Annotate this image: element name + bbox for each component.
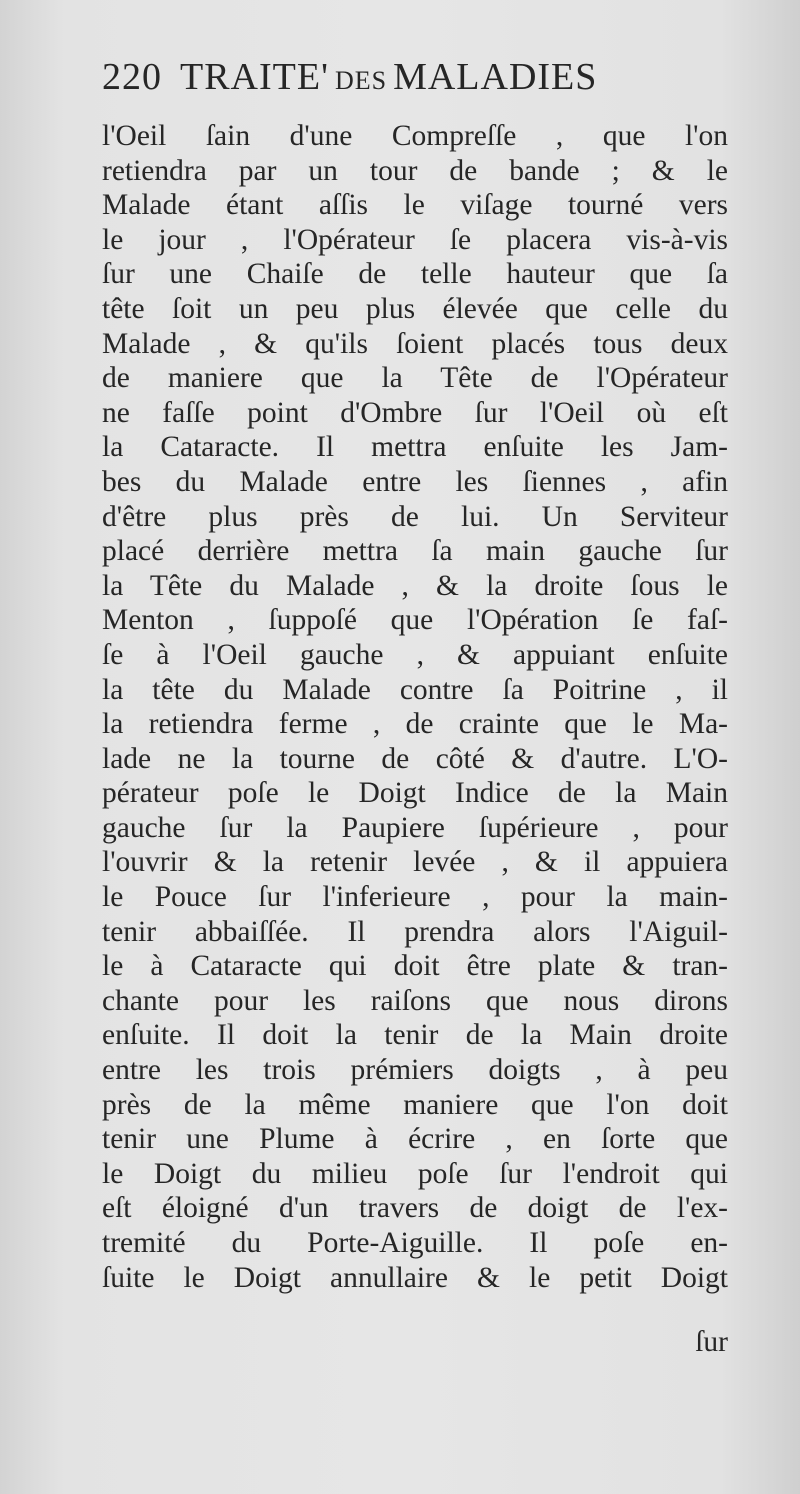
text-line: Malade étant aſſis le viſage tourné vers bbox=[102, 189, 728, 222]
text-line: la Tête du Malade , & la droite ſous le bbox=[102, 569, 728, 602]
body-text bbox=[102, 119, 728, 1295]
text-line: Menton , ſuppoſé que l'Opération ſe faſ- bbox=[102, 604, 728, 637]
text-line: l'Oeil ſain d'une Compreſſe , que l'on bbox=[102, 120, 728, 152]
text-line: la retiendra ferme , de crainte que le Ma- bbox=[102, 708, 728, 741]
running-title-maladies: MALADIES bbox=[393, 56, 598, 98]
running-title-des: DES bbox=[334, 66, 388, 95]
text-line: tenir une Plume à écrire , en ſorte que bbox=[102, 1123, 728, 1156]
text-line: lade ne la tourne de côté & d'autre. L'O- bbox=[102, 742, 728, 775]
text-line: ſuite le Doigt annullaire & le petit Doigt bbox=[102, 1261, 728, 1294]
text-line: retiendra par un tour de bande ; & le bbox=[102, 154, 728, 187]
text-line: de maniere que la Tête de l'Opérateur bbox=[102, 362, 728, 395]
text-line: ſur une Chaiſe de telle hauteur que ſa bbox=[102, 258, 728, 291]
text-line: Malade , & qu'ils ſoient placés tous deux bbox=[102, 327, 728, 360]
text-line: la Cataracte. Il mettra enſuite les Jam- bbox=[102, 431, 728, 464]
text-line: la tête du Malade contre ſa Poitrine , il bbox=[102, 673, 728, 706]
text-line: d'être plus près de lui. Un Serviteur bbox=[102, 500, 728, 533]
text-line: ſe à l'Oeil gauche , & appuiant enſuite bbox=[102, 638, 728, 671]
text-line: bes du Malade entre les ſiennes , afin bbox=[102, 465, 728, 498]
text-line: ne faſſe point d'Ombre ſur l'Oeil où eſt bbox=[102, 396, 728, 429]
running-title-traite: TRAITE' bbox=[180, 56, 329, 98]
text-line: le jour , l'Opérateur ſe placera vis-à-vis bbox=[102, 223, 728, 256]
text-line: près de la même maniere que l'on doit bbox=[102, 1088, 728, 1121]
text-line: placé derrière mettra ſa main gauche ſur bbox=[102, 535, 728, 568]
text-line: enſuite. Il doit la tenir de la Main droite bbox=[102, 1019, 728, 1052]
text-line: le Doigt du milieu poſe ſur l'endroit qui bbox=[102, 1157, 728, 1190]
text-line: le Pouce ſur l'inferieure , pour la main- bbox=[102, 881, 728, 914]
text-line: gauche ſur la Paupiere ſupérieure , pour bbox=[102, 811, 728, 844]
text-line: eſt éloigné d'un travers de doigt de l'ex- bbox=[102, 1192, 728, 1225]
text-line: le à Cataracte qui doit être plate & tran- bbox=[102, 950, 728, 983]
text-line: tremité du Porte-Aiguille. Il poſe en- bbox=[102, 1227, 728, 1259]
catchword: ſur bbox=[695, 1326, 728, 1358]
text-line: entre les trois prémiers doigts , à peu bbox=[102, 1054, 728, 1087]
text-line: tête ſoit un peu plus élevée que celle du bbox=[102, 292, 728, 325]
text-line: chante pour les raiſons que nous dirons bbox=[102, 984, 728, 1017]
text-line: pérateur poſe le Doigt Indice de la Main bbox=[102, 777, 728, 810]
text-line: tenir abbaiſſée. Il prendra alors l'Aiguil- bbox=[102, 915, 728, 948]
running-head bbox=[102, 52, 702, 102]
text-line: l'ouvrir & la retenir levée , & il appuiera bbox=[102, 846, 728, 879]
page-number: 220 bbox=[102, 56, 162, 98]
